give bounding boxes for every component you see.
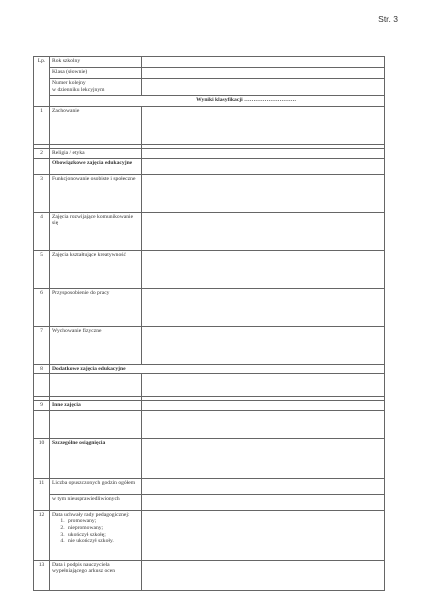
row-11-value[interactable] (142, 478, 385, 494)
row-6-label: Przysposobienie do pracy (50, 288, 142, 326)
row-1-value[interactable] (142, 107, 385, 145)
classification-results-table (33, 56, 385, 591)
school-year-label: Rok szkolny (50, 57, 142, 68)
row-5-value[interactable] (142, 250, 385, 288)
row-13-value[interactable] (142, 560, 385, 590)
row-7-label: Wychowanie fizyczne (50, 326, 142, 364)
row-4-label: Zajęcia rozwijające komunikowanie się (50, 212, 142, 250)
sequence-number-label (50, 79, 142, 96)
row-3-lp: 3 (34, 174, 50, 212)
row-2-value[interactable] (142, 149, 385, 159)
row-3-value[interactable] (142, 174, 385, 212)
class-words-value[interactable] (142, 68, 385, 79)
row-1-label: Zachowanie (50, 107, 142, 145)
row-6-value[interactable] (142, 288, 385, 326)
row-4-value[interactable] (142, 212, 385, 250)
row-12-lp: 12 (34, 510, 50, 560)
row-1-lp: 1 (34, 107, 50, 145)
row-8-label: Dodatkowe zajęcia edukacyjne (50, 364, 385, 374)
lp-header: Lp. (34, 57, 50, 107)
row-11-label: Liczba opuszczonych godzin ogółem (50, 478, 142, 494)
row-13-label: Data i podpis nauczyciela wypełniającego arkusz ocen (50, 560, 142, 590)
option-not-promoted: 2. niepromowany; (66, 525, 139, 532)
results-title: Wyniki klasyfikacji ………………………. (50, 96, 385, 107)
row-12-label: Data uchwały rady pedagogicznej: (52, 511, 130, 518)
row-9-lp: 9 (34, 401, 50, 411)
row-7-lp: 7 (34, 326, 50, 364)
option-promoted: 1. promowany; (66, 518, 139, 525)
section-mandatory-label: Obowiązkowe zajęcia edukacyjne (50, 158, 142, 174)
sequence-number-value[interactable] (142, 79, 385, 96)
option-not-graduated: 4. nie ukończył szkoły. (66, 538, 139, 545)
row-8-lp: 8 (34, 364, 50, 374)
row-10-lp: 10 (34, 438, 50, 478)
row-11-sub-label: w tym nieusprawiedliwionych (50, 494, 142, 510)
row-8-subject[interactable] (50, 374, 142, 397)
row-12-value[interactable] (142, 510, 385, 560)
row-9-label: Inne zajęcia (50, 401, 142, 411)
row-12-label-cell (50, 510, 142, 560)
row-3-label: Funkcjonowanie osobiste i społeczne (50, 174, 142, 212)
sequence-number-line1: Numer kolejny (52, 80, 86, 86)
page-number: Str. 3 (378, 14, 398, 24)
row-5-lp: 5 (34, 250, 50, 288)
row-11-sub-value[interactable] (142, 494, 385, 510)
row-2-lp: 2 (34, 149, 50, 159)
row-9-subject[interactable] (50, 410, 142, 438)
row-5-label: Zajęcia kształtujące kreatywność (50, 250, 142, 288)
row-9-value[interactable] (142, 410, 385, 438)
row-8-value[interactable] (142, 374, 385, 397)
section-mandatory-lp (34, 158, 50, 174)
row-10-label: Szczególne osiągnięcia (50, 438, 142, 478)
school-year-value[interactable] (142, 57, 385, 68)
row-13-lp: 13 (34, 560, 50, 590)
option-graduated: 3. ukończył szkołę; (66, 532, 139, 539)
row-11-lp: 11 (34, 478, 50, 510)
row-2-label: Religia / etyka (50, 149, 142, 159)
section-mandatory-value (142, 158, 385, 174)
sequence-number-line2: w dzienniku lekcyjnym (52, 86, 105, 93)
row-7-value[interactable] (142, 326, 385, 364)
promotion-options (52, 518, 139, 544)
row-6-lp: 6 (34, 288, 50, 326)
row-9-header-value (142, 401, 385, 411)
class-words-label: Klasa (słownie) (50, 68, 142, 79)
row-4-lp: 4 (34, 212, 50, 250)
row-10-value[interactable] (142, 438, 385, 478)
